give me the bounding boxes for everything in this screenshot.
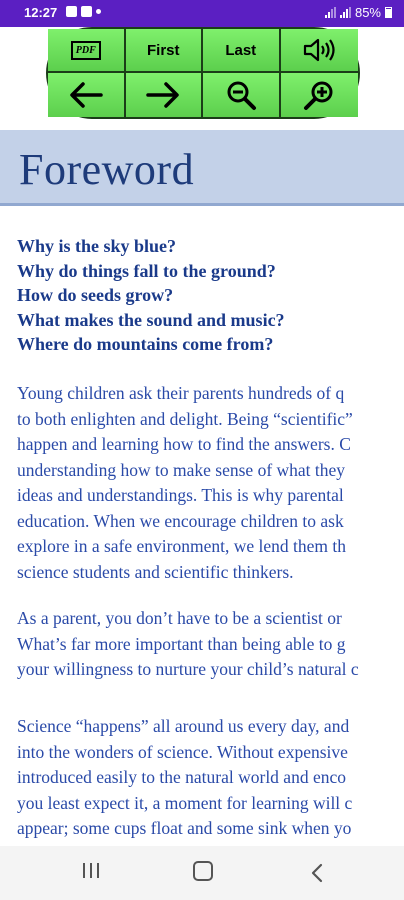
pdf-button[interactable] [48, 29, 126, 73]
back-icon [310, 863, 324, 883]
text-line: explore in a safe environment, we lend them th [17, 536, 346, 556]
paragraph-intro [17, 381, 353, 585]
next-page-button[interactable] [126, 73, 204, 117]
text-line: appear; some cups float and some sink when yo [17, 818, 352, 838]
question-item: Why is the sky blue? [17, 236, 177, 256]
reader-toolbar [46, 27, 360, 119]
status-system-icons [325, 5, 392, 20]
home-icon [193, 861, 213, 886]
status-notification-icons [66, 6, 101, 17]
text-line: happen and learning how to find the answers. C [17, 434, 351, 454]
heading-banner [0, 130, 404, 206]
question-list [17, 234, 285, 357]
text-line: into the wonders of science. Without expensive [17, 741, 348, 762]
gallery-icon [66, 6, 77, 17]
text-line: your willingness to nurture your child’s natural c [17, 659, 359, 679]
text-line: you least expect it, a moment for learning will c [17, 792, 353, 813]
paragraph-parent [17, 606, 359, 683]
question-item: What makes the sound and music? [17, 309, 285, 330]
home-button[interactable] [188, 860, 218, 886]
status-bar [0, 0, 404, 27]
previous-page-button[interactable] [48, 73, 126, 117]
text-line: Science “happens” all around us every day, and [17, 716, 350, 736]
back-button[interactable] [302, 860, 332, 886]
question-item: Where do mountains come from? [17, 334, 274, 354]
text-line: education. When we encourage children to ask [17, 510, 344, 531]
text-line: ideas and understandings. This is why parental [17, 485, 344, 505]
pdf-icon: PDF [71, 41, 101, 60]
text-line: science students and scientific thinkers. [17, 561, 294, 582]
page-title: Foreword [19, 145, 195, 194]
battery-icon [385, 7, 392, 18]
text-line: As a parent, you don’t have to be a scientist or [17, 608, 342, 628]
text-line: What’s far more important than being able to g [17, 633, 346, 654]
zoom-in-icon [303, 79, 335, 111]
zoom-in-button[interactable] [281, 73, 359, 117]
text-line: to both enlighten and delight. Being “scientific” [17, 408, 353, 429]
recents-button[interactable] [76, 860, 106, 886]
text-line: understanding how to make sense of what they [17, 459, 346, 480]
arrow-left-icon [68, 81, 104, 109]
signal-icon [325, 7, 336, 18]
question-item: How do seeds grow? [17, 285, 174, 305]
text-line: Young children ask their parents hundreds of q [17, 383, 345, 403]
last-page-button[interactable]: Last [203, 29, 281, 73]
text-line: introduced easily to the natural world and enco [17, 767, 346, 787]
toolbar-area [0, 27, 404, 125]
message-icon [81, 6, 92, 17]
signal-icon [340, 7, 351, 18]
zoom-out-icon [225, 79, 257, 111]
system-nav-bar [0, 846, 404, 900]
notification-dot-icon [96, 9, 101, 14]
question-item: Why do things fall to the ground? [17, 260, 276, 281]
status-time: 12:27 [24, 5, 58, 20]
recents-icon [81, 863, 102, 883]
audio-button[interactable] [281, 29, 359, 73]
zoom-out-button[interactable] [203, 73, 281, 117]
speaker-icon [302, 37, 336, 63]
paragraph-science [17, 714, 352, 867]
first-page-button[interactable]: First [126, 29, 204, 73]
document-page[interactable] [0, 130, 404, 846]
battery-percent: 85% [354, 5, 381, 20]
arrow-right-icon [145, 81, 181, 109]
